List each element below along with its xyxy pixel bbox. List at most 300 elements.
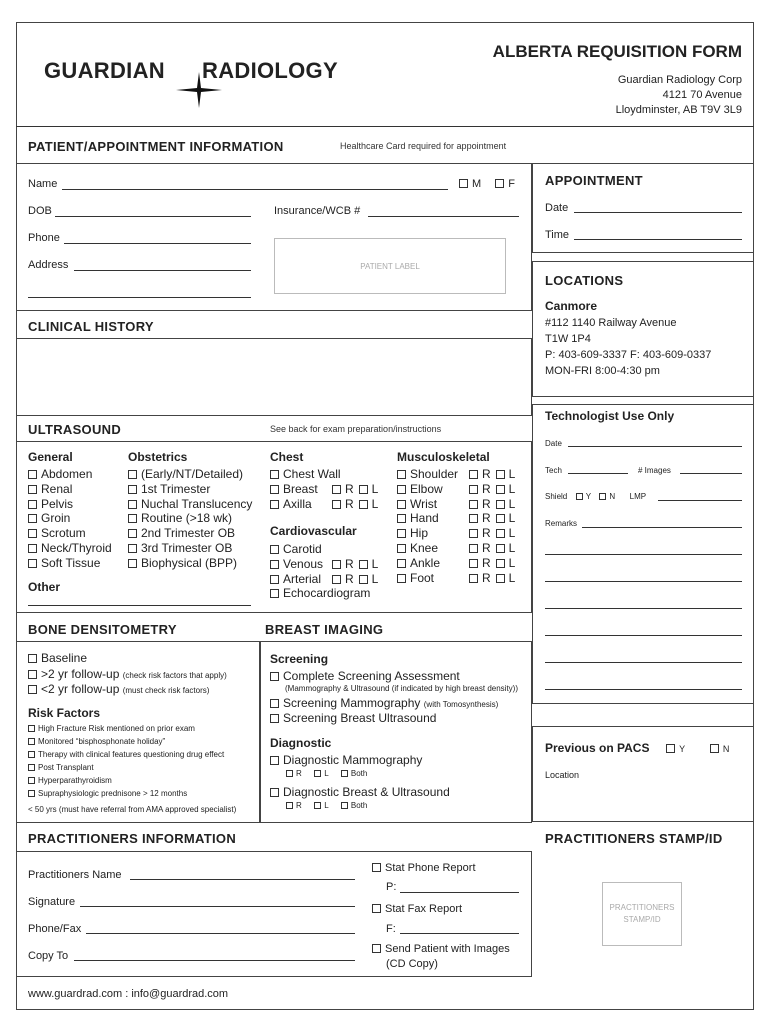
r-label: R: [482, 540, 491, 555]
item-label: Arterial: [283, 571, 322, 586]
stamp-title: PRACTITIONERS STAMP/ID: [545, 831, 723, 846]
item-checkbox[interactable]: [28, 764, 35, 771]
stat-fax-checkbox[interactable]: [372, 904, 381, 913]
pacs-y-label: Y: [679, 744, 686, 754]
item-label: Post Transplant: [38, 763, 94, 772]
female-label: F: [508, 178, 516, 190]
list-item: [270, 586, 370, 601]
pract-name-label: Practitioners Name: [28, 869, 122, 881]
item-checkbox[interactable]: [397, 470, 406, 479]
side-r-checkbox[interactable]: [469, 544, 478, 553]
side-options: [332, 482, 378, 497]
side-options: [469, 497, 515, 512]
remarks-field[interactable]: [582, 527, 742, 528]
list-item: [397, 526, 516, 541]
send-images-label: Send Patient with Images: [385, 943, 510, 955]
item-checkbox[interactable]: [397, 514, 406, 523]
shield-n-label: N: [609, 492, 616, 501]
corp-street: 4121 70 Avenue: [662, 89, 742, 101]
item-label: Nuchal Translucency: [141, 496, 253, 511]
side-r-checkbox[interactable]: [469, 485, 478, 494]
remarks-line-4[interactable]: [545, 608, 742, 609]
list-item: [397, 540, 516, 556]
item-checkbox[interactable]: [270, 470, 279, 479]
item-checkbox[interactable]: [128, 485, 137, 494]
appt-date-label: Date: [545, 202, 569, 214]
pacs-location-label: Location: [545, 770, 580, 780]
dob-label: DOB: [28, 205, 52, 217]
tech-label: Tech: [545, 466, 562, 475]
item-checkbox[interactable]: [28, 738, 35, 745]
item-label: Shoulder: [410, 467, 459, 481]
remarks-line-5[interactable]: [545, 635, 742, 636]
address-field[interactable]: [74, 270, 251, 271]
side-r-checkbox[interactable]: [332, 500, 341, 509]
risk-title: Risk Factors: [28, 706, 101, 720]
name-label: Name: [28, 178, 58, 190]
dob-field[interactable]: [55, 216, 251, 217]
side-options: [469, 467, 515, 482]
header-divider: [16, 126, 754, 127]
both-label: Both: [350, 801, 368, 810]
diag-mammo-row: [270, 753, 422, 767]
list-item: [28, 774, 224, 787]
pacs-y-checkbox[interactable]: [666, 744, 675, 753]
technologist-title: Technologist Use Only: [545, 409, 675, 423]
list-item: [128, 497, 252, 512]
item-checkbox[interactable]: [270, 500, 279, 509]
l-label: L: [324, 769, 329, 778]
list-item: [128, 467, 252, 482]
side-l-checkbox[interactable]: [496, 529, 505, 538]
name-field[interactable]: [62, 189, 448, 190]
l-label: L: [508, 540, 516, 555]
item-label: Neck/Thyroid: [41, 540, 112, 555]
insurance-field[interactable]: [368, 216, 519, 217]
msk-title: Musculoskeletal: [397, 450, 490, 464]
bone-footnote: < 50 yrs (must have referral from AMA approved specialist): [28, 805, 237, 814]
item-label: 2nd Trimester OB: [141, 526, 236, 541]
side-options: [469, 571, 515, 586]
l-label: L: [508, 511, 516, 526]
appt-date-field[interactable]: [574, 212, 742, 213]
item-label: Axilla: [283, 496, 312, 511]
item-checkbox[interactable]: [128, 559, 137, 568]
logo: [44, 58, 344, 108]
clinical-history-field[interactable]: [16, 338, 532, 416]
l-label: L: [371, 481, 379, 496]
item-checkbox[interactable]: [128, 544, 137, 553]
fu2-label: >2 yr follow-up: [41, 667, 120, 681]
item-label: High Fracture Risk mentioned on prior exam: [38, 724, 195, 733]
general-title: General: [28, 450, 73, 464]
item-label: Abdomen: [41, 467, 93, 481]
address-label: Address: [28, 259, 69, 271]
fu-lt2-label: <2 yr follow-up: [41, 682, 120, 696]
baseline-checkbox[interactable]: [28, 654, 37, 663]
r-label: R: [345, 571, 354, 586]
item-checkbox[interactable]: [28, 559, 37, 568]
mammo-note: (with Tomosynthesis): [423, 700, 499, 709]
item-label: Biophysical (BPP): [141, 555, 238, 570]
r-label: R: [296, 801, 302, 810]
diag-us-row: [270, 785, 450, 799]
female-checkbox[interactable]: [495, 179, 504, 188]
l-label: L: [508, 481, 516, 496]
shield-n-checkbox[interactable]: [599, 493, 606, 500]
item-checkbox[interactable]: [270, 545, 279, 554]
screen-us-checkbox[interactable]: [270, 714, 279, 723]
obstetrics-list: [128, 467, 252, 571]
item-checkbox[interactable]: [270, 560, 279, 569]
item-label: Carotid: [283, 542, 322, 556]
risk-list: [28, 722, 224, 800]
chest-list: [270, 467, 379, 511]
appt-time-label: Time: [545, 229, 570, 241]
list-item: [270, 542, 370, 557]
list-item: [28, 467, 112, 482]
breast-title: BREAST IMAGING: [265, 622, 384, 637]
side-options: [332, 497, 378, 512]
side-options: [332, 572, 378, 587]
item-label: Breast: [283, 481, 318, 496]
logo-right-text: RADIOLOGY: [202, 58, 338, 83]
signature-field[interactable]: [80, 906, 355, 907]
side-r-checkbox[interactable]: [469, 470, 478, 479]
shield-label: Shield: [545, 492, 568, 501]
side-l-checkbox[interactable]: [359, 575, 368, 584]
corp-city: Lloydminster, AB T9V 3L9: [615, 104, 742, 116]
item-label: Supraphysiologic prednisone > 12 months: [38, 789, 188, 798]
item-label: Hyperparathyroidism: [38, 776, 112, 785]
tech-date-label: Date: [545, 439, 562, 448]
stat-phone-checkbox[interactable]: [372, 863, 381, 872]
remarks-label: Remarks: [545, 519, 578, 528]
side-r-checkbox[interactable]: [469, 514, 478, 523]
item-checkbox[interactable]: [28, 470, 37, 479]
screen-us-row: [270, 711, 436, 725]
fu-lt2-note: (must check risk factors): [122, 686, 210, 695]
item-label: Elbow: [410, 481, 443, 496]
fu2-row: [28, 667, 227, 681]
item-checkbox[interactable]: [270, 589, 279, 598]
side-r-checkbox[interactable]: [332, 485, 341, 494]
item-checkbox[interactable]: [397, 544, 406, 553]
stat-fax-label: Stat Fax Report: [385, 903, 463, 915]
item-checkbox[interactable]: [128, 500, 137, 509]
item-checkbox[interactable]: [270, 485, 279, 494]
item-label: Wrist: [410, 496, 438, 511]
item-label: Monitored “bisphosphonate holiday”: [38, 737, 166, 746]
screen-us-label: Screening Breast Ultrasound: [283, 711, 437, 725]
l-label: L: [508, 496, 516, 511]
item-label: Hand: [410, 511, 439, 526]
item-label: Routine (>18 wk): [141, 511, 233, 526]
item-checkbox[interactable]: [28, 790, 35, 797]
side-l-checkbox[interactable]: [359, 485, 368, 494]
item-checkbox[interactable]: [397, 500, 406, 509]
item-label: Groin: [41, 511, 71, 526]
list-item: [397, 481, 516, 497]
list-item: [397, 467, 516, 482]
side-l-checkbox[interactable]: [496, 470, 505, 479]
stamp-line1: PRACTITIONERS: [609, 903, 675, 912]
side-options: [469, 511, 515, 526]
side-l-checkbox[interactable]: [496, 500, 505, 509]
pract-name-field[interactable]: [130, 879, 355, 880]
send-images-row: [372, 943, 510, 955]
side-r-checkbox[interactable]: [469, 574, 478, 583]
list-item: [270, 556, 379, 572]
list-item: [28, 556, 112, 571]
l-label: L: [508, 526, 516, 541]
side-l-checkbox[interactable]: [496, 544, 505, 553]
l-label: L: [508, 570, 516, 585]
side-options: [469, 541, 515, 556]
r-label: R: [345, 481, 354, 496]
locations-title: LOCATIONS: [545, 273, 624, 288]
shield-row: [545, 492, 646, 501]
cardio-list: [270, 542, 379, 601]
item-checkbox[interactable]: [270, 575, 279, 584]
item-checkbox[interactable]: [128, 529, 137, 538]
patient-label-text: PATIENT LABEL: [360, 262, 420, 271]
pacs-n-label: N: [722, 744, 730, 754]
side-l-checkbox[interactable]: [359, 560, 368, 569]
item-label: Venous: [283, 556, 324, 571]
stat-p-label: P:: [386, 881, 397, 893]
list-item: [397, 511, 516, 526]
list-item: [28, 735, 224, 748]
ultrasound-note: See back for exam preparation/instructions: [270, 424, 442, 434]
other-title: Other: [28, 580, 61, 594]
r-label: R: [296, 769, 302, 778]
list-item: [270, 467, 341, 482]
diag-mammo-l-checkbox[interactable]: [314, 770, 321, 777]
item-checkbox[interactable]: [28, 544, 37, 553]
r-label: R: [482, 496, 491, 511]
item-label: Soft Tissue: [41, 555, 101, 570]
list-item: [128, 526, 252, 541]
diag-us-checkbox[interactable]: [270, 788, 279, 797]
pacs-row: [545, 741, 729, 755]
item-checkbox[interactable]: [397, 485, 406, 494]
r-label: R: [345, 496, 354, 511]
side-r-checkbox[interactable]: [469, 529, 478, 538]
copy-to-field[interactable]: [74, 960, 355, 961]
location-name: Canmore: [545, 299, 598, 313]
phonefax-label: Phone/Fax: [28, 923, 82, 935]
lmp-label: LMP: [629, 492, 647, 501]
male-checkbox[interactable]: [459, 179, 468, 188]
practitioners-title: PRACTITIONERS INFORMATION: [28, 831, 237, 846]
item-checkbox[interactable]: [28, 751, 35, 758]
cardio-title: Cardiovascular: [270, 524, 357, 538]
other-field[interactable]: [28, 605, 251, 606]
tech-date-field[interactable]: [568, 446, 742, 447]
diag-us-r-checkbox[interactable]: [286, 802, 293, 809]
diag-mammo-checkbox[interactable]: [270, 756, 279, 765]
side-r-checkbox[interactable]: [332, 575, 341, 584]
side-l-checkbox[interactable]: [496, 485, 505, 494]
list-item: [270, 481, 379, 497]
list-item: [128, 541, 252, 556]
list-item: [28, 497, 112, 512]
corp-name: Guardian Radiology Corp: [617, 74, 742, 86]
side-r-checkbox[interactable]: [469, 559, 478, 568]
logo-left-text: GUARDIAN: [44, 58, 165, 83]
cd-copy-label: (CD Copy): [386, 958, 438, 970]
item-label: Scrotum: [41, 526, 86, 541]
item-label: Ankle: [410, 555, 441, 570]
mammo-checkbox[interactable]: [270, 699, 279, 708]
signature-label: Signature: [28, 896, 76, 908]
side-options: [469, 526, 515, 541]
remarks-line-7[interactable]: [545, 689, 742, 690]
item-label: Therapy with clinical features questioning drug effect: [38, 750, 225, 759]
pacs-title: Previous on PACS: [545, 741, 650, 755]
tech-field[interactable]: [568, 473, 628, 474]
complete-label: Complete Screening Assessment: [283, 669, 460, 683]
list-item: [28, 526, 112, 541]
diag-us-label: Diagnostic Breast & Ultrasound: [283, 785, 450, 799]
item-label: Renal: [41, 481, 73, 496]
diag-mammo-r-checkbox[interactable]: [286, 770, 293, 777]
l-label: L: [324, 801, 329, 810]
list-item: [28, 482, 112, 497]
appointment-title: APPOINTMENT: [545, 173, 643, 188]
remarks-line-6[interactable]: [545, 662, 742, 663]
baseline-row: [28, 651, 87, 665]
item-checkbox[interactable]: [397, 559, 406, 568]
footer-contact: www.guardrad.com : info@guardrad.com: [28, 988, 229, 1000]
images-field[interactable]: [680, 473, 742, 474]
r-label: R: [345, 556, 354, 571]
mammo-label: Screening Mammography: [283, 696, 421, 710]
appt-time-field[interactable]: [574, 239, 742, 240]
stat-phone-label: Stat Phone Report: [385, 862, 476, 874]
remarks-line-2[interactable]: [545, 554, 742, 555]
star-icon: [176, 72, 222, 108]
location-line2: T1W 1P4: [545, 333, 591, 345]
fu2-note: (check risk factors that apply): [122, 671, 227, 680]
item-checkbox[interactable]: [397, 574, 406, 583]
item-label: 3rd Trimester OB: [141, 540, 233, 555]
list-item: [28, 761, 224, 774]
diag-mammo-both-checkbox[interactable]: [341, 770, 348, 777]
list-item: [28, 541, 112, 556]
general-list: [28, 467, 112, 571]
fu2-checkbox[interactable]: [28, 670, 37, 679]
item-label: Foot: [410, 570, 435, 585]
side-l-checkbox[interactable]: [496, 559, 505, 568]
list-item: [397, 555, 516, 571]
item-label: 1st Trimester: [141, 481, 211, 496]
diag-us-both-checkbox[interactable]: [341, 802, 348, 809]
patient-section-title: PATIENT/APPOINTMENT INFORMATION: [28, 139, 284, 154]
send-images-checkbox[interactable]: [372, 944, 381, 953]
obstetrics-title: Obstetrics: [128, 450, 188, 464]
complete-checkbox[interactable]: [270, 672, 279, 681]
side-l-checkbox[interactable]: [359, 500, 368, 509]
side-l-checkbox[interactable]: [496, 574, 505, 583]
r-label: R: [482, 467, 491, 481]
phone-field[interactable]: [64, 243, 251, 244]
ultrasound-title: ULTRASOUND: [28, 422, 122, 437]
shield-y-checkbox[interactable]: [576, 493, 583, 500]
screening-title: Screening: [270, 652, 329, 666]
l-label: L: [508, 467, 516, 481]
stamp-line2: STAMP/ID: [623, 915, 661, 924]
msk-list: [397, 467, 516, 585]
item-checkbox[interactable]: [28, 485, 37, 494]
list-item: [28, 748, 224, 761]
list-item: [397, 570, 516, 586]
fu-lt2-checkbox[interactable]: [28, 685, 37, 694]
phonefax-field[interactable]: [86, 933, 355, 934]
item-checkbox[interactable]: [28, 500, 37, 509]
address-field-2[interactable]: [28, 297, 251, 298]
item-checkbox[interactable]: [397, 529, 406, 538]
list-item: [128, 511, 252, 526]
list-item: [397, 496, 516, 512]
item-checkbox[interactable]: [28, 725, 35, 732]
male-label: M: [472, 178, 482, 190]
side-r-checkbox[interactable]: [332, 560, 341, 569]
insurance-label: Insurance/WCB #: [274, 205, 361, 217]
list-item: [270, 571, 379, 587]
lmp-field[interactable]: [658, 500, 742, 501]
chest-title: Chest: [270, 450, 304, 464]
side-l-checkbox[interactable]: [496, 514, 505, 523]
stat-phone-row: [372, 862, 476, 874]
r-label: R: [482, 511, 491, 526]
list-item: [28, 787, 224, 800]
l-label: L: [371, 571, 379, 586]
item-label: Knee: [410, 540, 439, 555]
list-item: [28, 511, 112, 526]
r-label: R: [482, 570, 491, 585]
item-checkbox[interactable]: [128, 514, 137, 523]
stat-p-field[interactable]: [400, 892, 519, 893]
item-label: Pelvis: [41, 496, 74, 511]
item-label: Echocardiogram: [283, 586, 371, 601]
item-checkbox[interactable]: [128, 470, 137, 479]
baseline-label: Baseline: [41, 651, 88, 665]
shield-y-label: Y: [585, 492, 591, 501]
side-r-checkbox[interactable]: [469, 500, 478, 509]
healthcare-note: Healthcare Card required for appointment: [340, 141, 507, 151]
l-label: L: [508, 555, 516, 570]
diag-us-l-checkbox[interactable]: [314, 802, 321, 809]
both-label: Both: [350, 769, 368, 778]
item-checkbox[interactable]: [28, 514, 37, 523]
r-label: R: [482, 481, 491, 496]
item-checkbox[interactable]: [28, 529, 37, 538]
item-label: Hip: [410, 526, 429, 541]
side-options: [332, 557, 378, 572]
stat-f-field[interactable]: [400, 933, 519, 934]
clinical-title: CLINICAL HISTORY: [28, 319, 154, 334]
list-item: [128, 556, 252, 571]
pacs-n-checkbox[interactable]: [710, 744, 719, 753]
side-options: [469, 482, 515, 497]
stat-fax-row: [372, 903, 462, 915]
remarks-line-3[interactable]: [545, 581, 742, 582]
item-checkbox[interactable]: [28, 777, 35, 784]
diag-mammo-label: Diagnostic Mammography: [283, 753, 423, 767]
phone-label: Phone: [28, 232, 60, 244]
